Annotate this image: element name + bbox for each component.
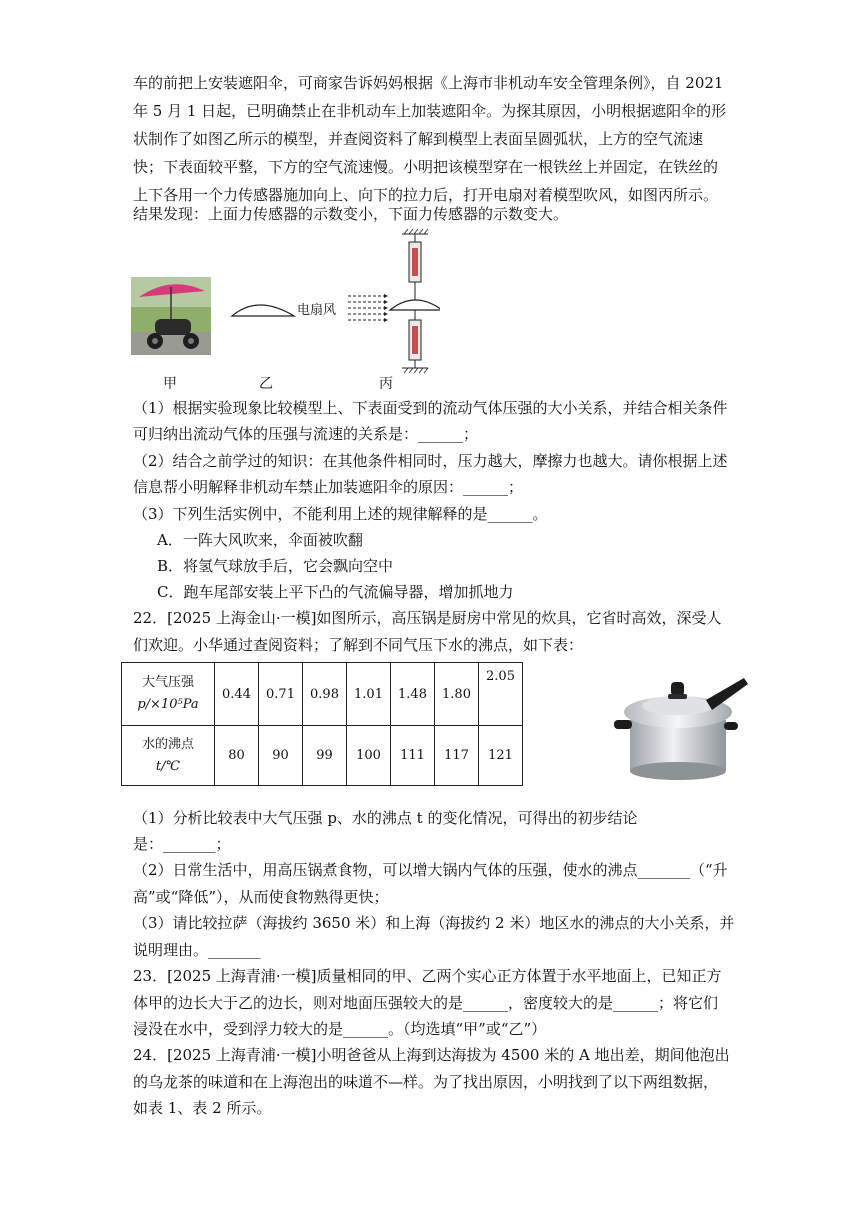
q21-part2: 信息帮小明解释非机动车禁止加装遮阳伞的原因：______； <box>133 478 524 496</box>
table-cell: 1.48 <box>391 663 435 726</box>
q22-part3: （3）请比较拉萨（海拔约 3650 米）和上海（海拔约 2 米）地区水的沸点的大小关系，并 <box>133 914 735 932</box>
q22-stem: 们欢迎。小华通过查阅资料；了解到不同气压下水的沸点，如下表： <box>133 636 584 654</box>
table-header-pressure: 大气压强 p/×10⁵Pa <box>122 663 215 726</box>
q24-line: 的乌龙茶的味道和在上海泡出的味道不—样。为了找出原因，小明找到了以下两组数据， <box>133 1073 719 1091</box>
intro-line: 状制作了如图乙所示的模型，并查阅资料了解到模型上表面呈圆弧状，上方的空气流速 <box>133 130 704 148</box>
figure-label-yi: 乙 <box>259 376 273 392</box>
q21-option-b: B．将氢气球放手后，它会飘向空中 <box>157 557 394 575</box>
table-cell: 80 <box>215 726 259 786</box>
q24-line: 24．[2025 上海青浦·一模]小明爸爸从上海到达海拔为 4500 米的 A 地出差，期间他泡出 <box>133 1046 730 1064</box>
pressure-cooker-image <box>608 670 748 785</box>
q21-part1: （1）根据实验现象比较模型上、下表面受到的流动气体压强的大小关系，并结合相关条件 <box>133 399 728 417</box>
table-cell: 121 <box>479 726 523 786</box>
q21-option-c: C．跑车尾部安装上平下凸的气流偏导器，增加抓地力 <box>157 583 514 601</box>
figure-label-jia: 甲 <box>163 376 177 392</box>
table-cell: 99 <box>303 726 347 786</box>
q21-part2: （2）结合之前学过的知识：在其他条件相同时，压力越大，摩擦力也越大。请你根据上述 <box>133 452 728 470</box>
boiling-point-table <box>121 662 523 786</box>
q21-part1: 可归纳出流动气体的压强与流速的关系是：______； <box>133 425 479 443</box>
q21-option-a: A．一阵大风吹来，伞面被吹翻 <box>157 531 363 549</box>
figure-label-bing: 丙 <box>379 376 393 392</box>
q23-line: 浸没在水中，受到浮力较大的是______。（均选填“甲”或“乙”） <box>133 1020 547 1038</box>
table-header-boiling-point: 水的沸点 t/℃ <box>122 726 215 786</box>
q23-line: 23．[2025 上海青浦·一模]质量相同的甲、乙两个实心正方体置于水平地面上，已知正方 <box>133 967 722 985</box>
q23-line: 体甲的边长大于乙的边长，则对地面压强较大的是______，密度较大的是______；将它们 <box>133 994 719 1012</box>
q22-stem: 22．[2025 上海金山·一模]如图所示，高压锅是厨房中常见的炊具，它省时高效，深受人 <box>133 609 722 627</box>
table-cell: 100 <box>347 726 391 786</box>
airfoil-model-figure <box>228 298 298 320</box>
intro-line: 快；下表面较平整，下方的空气流速慢。小明把该模型穿在一根铁丝上并固定，在铁丝的 <box>133 158 719 176</box>
table-cell: 0.44 <box>215 663 259 726</box>
q22-part2: 高”或“降低”），从而使食物熟得更快； <box>133 888 389 906</box>
table-cell: 0.71 <box>259 663 303 726</box>
q21-part3: （3）下列生活实例中，不能利用上述的规律解释的是______。 <box>133 505 548 523</box>
intro-line: 年 5 月 1 日起，已明确禁止在非机动车上加装遮阳伞。为探其原因，小明根据遮阳伞的形 <box>133 102 727 120</box>
table-cell: 1.01 <box>347 663 391 726</box>
q22-part2: （2）日常生活中，用高压锅煮食物，可以增大锅内气体的压强，使水的沸点_______（“升 <box>133 861 728 879</box>
fan-wind-label: 电扇风 <box>297 303 337 318</box>
q22-part1: 是：_______； <box>133 835 231 853</box>
intro-line: 结果发现：上面力传感器的示数变小，下面力传感器的示数变大。 <box>133 205 569 223</box>
scooter-umbrella-photo <box>131 277 211 355</box>
intro-line: 上下各用一个力传感器施加向上、向下的拉力后，打开电扇对着模型吹风，如图丙所示。 <box>133 186 719 204</box>
table-cell: 117 <box>435 726 479 786</box>
table-cell: 111 <box>391 726 435 786</box>
table-cell: 2.05 <box>479 663 523 726</box>
intro-line: 车的前把上安装遮阳伞，可商家告诉妈妈根据《上海市非机动车安全管理条例》，自 2021 <box>133 74 724 92</box>
table-cell: 1.80 <box>435 663 479 726</box>
q22-part1: （1）分析比较表中大气压强 p、水的沸点 t 的变化情况，可得出的初步结论 <box>133 809 638 827</box>
table-cell: 90 <box>259 726 303 786</box>
q24-line: 如表 1、表 2 所示。 <box>133 1099 272 1117</box>
q22-part3: 说明理由。_______ <box>133 941 261 959</box>
table-cell: 0.98 <box>303 663 347 726</box>
